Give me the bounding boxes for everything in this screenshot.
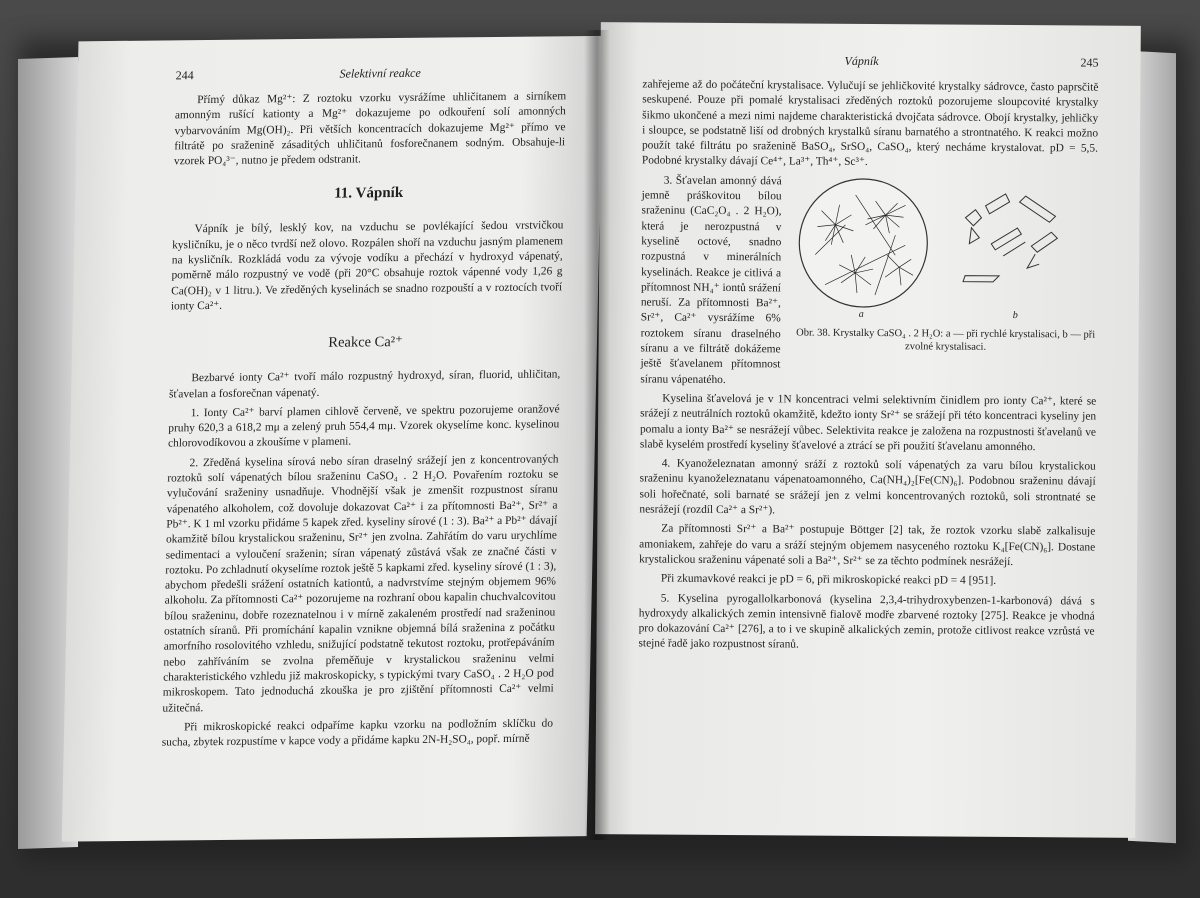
book-gutter bbox=[584, 30, 610, 840]
right-page bbox=[595, 22, 1141, 838]
figure-38 bbox=[794, 174, 1098, 394]
left-page-number: 244 bbox=[175, 68, 194, 83]
right-running-head bbox=[643, 52, 1099, 70]
figure-label-a: a bbox=[858, 308, 864, 320]
paragraph-pd: Při zkumavkové reakci je pD = 6, při mikroskopické reakci pD = 4 [951]. bbox=[660, 572, 997, 588]
paragraph-2: 2. Zředěná kyselina sírová nebo síran draselný srážejí jen z koncentrovaných roztoků solí vápenatých bílou sraženinu CaSO₄ . 2 H₂O. Povařením roztoku se vylučování sraženiny usnadňuje. Vhodnější však je zmenšit rozpustnost síranu vápenatého alkoholem, což dovoluje dokazovat Ca²⁺ i za přítomnosti Ba²⁺, Sr²⁺ a Pb²⁺. K 1 ml vzorku přidáme 5 kapek zřed. kyseliny sírové (1 : 3). Ba²⁺ a Pb²⁺ dávají okamžitě bílou krystalickou sraženinu, Sr²⁺ jen zvolna. Zahřátím do varu urychlíme sedimentaci a vyloučení sraženin; síran vápenatý zůstává však ze značné části v roztoku. Po zchladnutí okyselíme roztok ještě 5 kapkami zřed. kyseliny sírové (1 : 3), abychom předešli srážení ostatních kationtů, a nadvrstvíme stejným objemem 96% alkoholu. Za přítomnosti Ca²⁺ pozorujeme na rozhraní obou kapalin chuchvalcovitou bílou sraženinu, dobře rozeznatelnou i v mírně zakaleném prostředí nad sraženinou ostatních síranů. Při promíchání kapalin vznikne objemná bílá sraženina z počátku amorfního rosolovitého vzhledu, snižující podstatně tekutost roztoku, protřepáváním nebo zahříváním se zvolna přeměňuje v krystalickou sraženinu velmi charakteristického vzhledu již makroskopicky, s typickými tvary CaSO₄ . 2 H₂O pod mikroskopem. Tato jednoduchá zkouška je pro zjištění přítomnosti Ca²⁺ velmi užitečná. bbox=[162, 453, 559, 715]
figure-label-b: b bbox=[1012, 309, 1018, 321]
paragraph-intro: Vápník je bílý, lesklý kov, na vzduchu se povlékající šedou vrstvičkou kysličníku, je o něco tvrdší než olovo. Rozpálen shoří na vzduchu jasným plamenem na kysličník. Rozkládá vodu za vývoje vodíku a přechází v hydroxyd vápenatý, poměrně málo rozpustný ve vodě (při 20°C obsahuje roztok vápenné vody 1,26 g Ca(OH)₂ v 1 litru.). Ve zředěných kyselinách se snadno rozpouští a v roztocích tvoří ionty Ca²⁺. bbox=[170, 219, 564, 313]
paragraph-4: 4. Kyanoželeznatan amonný sráží z roztoků solí vápenatých za varu bílou krystalickou sraženinu kyanoželeznatanu vápenatoamonného, Ca(NH₄)₂[Fe(CN)₆]. Podobnou sraženinu dávají soli hořečnaté, soli barnaté se srážejí jen z velmi koncentrovaných roztoků, soli strontnaté se nesrážejí (rozdíl Ca²⁺ a Sr²⁺). bbox=[639, 457, 1096, 517]
paragraph-1: 1. Ionty Ca²⁺ barví plamen cihlově červeně, ve spektru pozorujeme oranžové pruhy 620,3 a 618,2 mμ a zelený pruh 554,4 mμ. Vzorek okyselíme konc. kyselinou chlorovodíkovou a zkoušíme v plameni. bbox=[167, 403, 560, 450]
paragraph-5: 5. Kyselina pyrogallolkarbonová (kyselina 2,3,4-trihydroxybenzen-1-karbonová) dává s hydroxydy alkalických zemin intensivně fialově modře zbarvené roztoky [275]. Reakce je vhodná pro dokazování Ca²⁺ [276], a to i ve skupině alkalických zemin, protože citlivost reakce vzrůstá ve stejné řadě jako rozpustnost síranů. bbox=[638, 592, 1095, 651]
chapter-title: 11. Vápník bbox=[334, 185, 404, 203]
figure-caption: Obr. 38. Krystalky CaSO₄ . 2 H₂O: a — při rychlé krystalisaci, b — při zvolné krystalisaci. bbox=[796, 327, 1096, 353]
paragraph-continuation: zahřejeme až do počáteční krystalisace. Vylučují se jehličkovité krystalky sádrovce, často paprsčitě seskupené. Pouze při pomalé krystalisaci zředěných roztoků pozorujeme sloupcovité krystalky šikmo ukončené a mezi nimi najdeme charakteristická dvojčata sádrovce. Obojí krystalky, jehličky i sloupce, se podstatně liší od drobných krystalků síranu barnatého a strontnatého. K reakci možno použít také filtrátu po sraženině BaSO₄, SrSO₄, CaSO₄, který necháme krystalovat. pD = 5,5. Podobné krystalky dávají Ce⁴⁺, La³⁺, Th⁴⁺, Sc³⁺. bbox=[641, 78, 1099, 169]
right-page-number: 245 bbox=[1080, 55, 1099, 70]
left-page bbox=[62, 36, 604, 842]
crystal-illustration bbox=[795, 174, 1096, 326]
paragraph-mg: Přímý důkaz Mg²⁺: Z roztoku vzorku vysrážíme uhličitanem a sirníkem amonným rušící kationty a Mg²⁺ dokazujeme po odkouření solí amonných vybarvováním Mg(OH)₂. Při větších koncentracích dokazujeme Mg²⁺ přímo ve filtrátě po sraženině zásaditých uhličitanů fosforečnanem sodným. Obsahuje-li vzorek PO₄³⁻, nutno je předem odstranit. bbox=[173, 90, 567, 168]
section-title: Reakce Ca²⁺ bbox=[328, 334, 403, 352]
left-running-title: Selektivní reakce bbox=[339, 65, 421, 81]
figure-block bbox=[640, 173, 1098, 394]
paragraph-ions: Bezbarvé ionty Ca²⁺ tvoří málo rozpustný hydroxyd, síran, fluorid, uhličitan, šťavelan a fosforečnan vápenatý. bbox=[168, 368, 561, 401]
paragraph-3: 3. Šťavelan amonný dává jemně práškovitou bílou sraženinu (CaC₂O₄ . 2 H₂O), která je nerozpustná v kyselině octové, snadno rozpustná v minerálních kyselinách. Reakce je citlivá a přítomnost NH₄⁺ iontů srážení neruší. Za přítomnosti Ba²⁺, Sr²⁺, Ca²⁺ vysrážíme 6% roztokem síranu draselného síranu a ve filtrátě dokážeme ještě šťavelanem přítomnost síranu vápenatého. bbox=[640, 174, 782, 386]
paragraph-micro: Při mikroskopické reakci odpaříme kapku vzorku na podložním sklíčku do sucha, zbytek rozpustíme v kapce vody a přidáme kapku 2N-H₂SO₄, popř. mírně bbox=[161, 717, 554, 749]
left-running-head bbox=[176, 64, 567, 83]
right-running-title: Vápník bbox=[844, 53, 879, 69]
paragraph-bottger: Za přítomnosti Sr²⁺ a Ba²⁺ postupuje Böttger [2] tak, že roztok vzorku slabě zalkalisuje amoniakem, zahřeje do varu a sráží stejným objemem nasyceného roztoku K₄[Fe(CN)₆]. Dostane krystalickou sraženinu vápenaté soli a Ba²⁺, Sr²⁺ se za těchto podmínek nesrážejí. bbox=[639, 522, 1096, 568]
paragraph-oxalic: Kyselina šťavelová je v 1N koncentraci velmi selektivním činidlem pro ionty Ca²⁺, které se srážejí z neutrálních roztoků okamžitě, kdežto ionty Sr²⁺ se srážejí při této koncentraci kyseliny jen pomalu a ionty Ba²⁺ se nesrážejí vůbec. Selektivita reakce je založena na rozpustnosti šťavelanů ve slabě kyselém prostředí kyseliny šťavelové a ztrácí se při použití šťavelanu amonného. bbox=[639, 392, 1097, 453]
